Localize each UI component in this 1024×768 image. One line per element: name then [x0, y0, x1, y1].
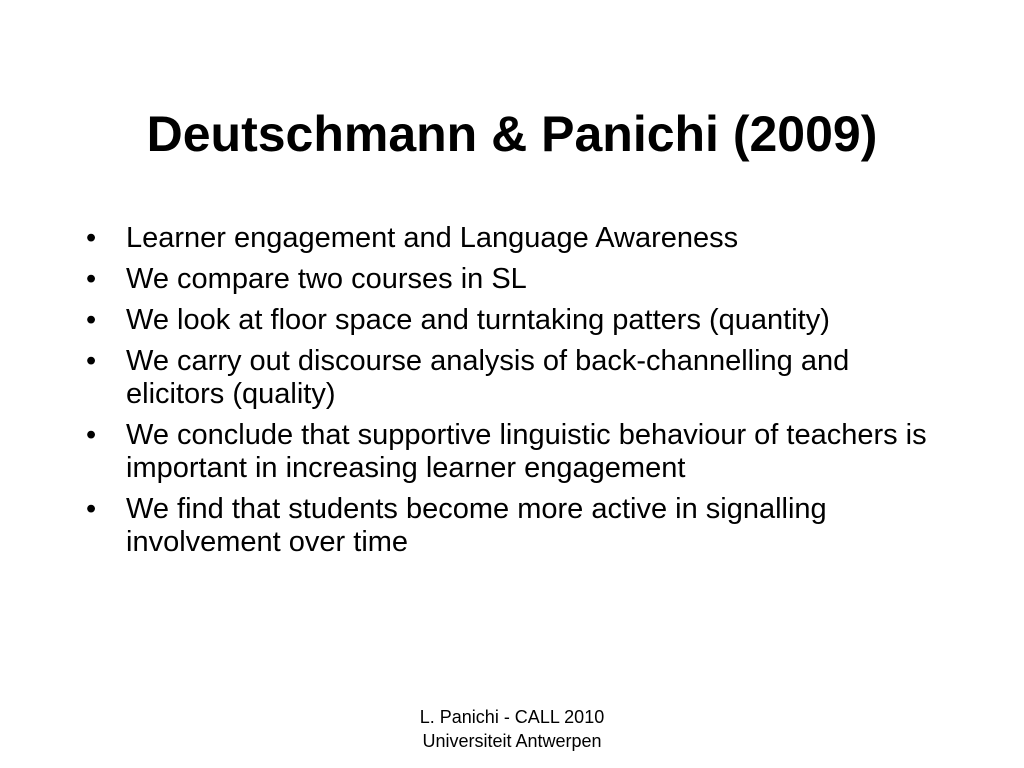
- bullet-marker: •: [86, 222, 97, 254]
- bullet-item: [86, 263, 946, 296]
- slide-footer: [352, 705, 672, 753]
- bullet-marker: •: [86, 304, 97, 336]
- bullet-item: [86, 419, 946, 485]
- footer-author: L. Panichi - CALL 2010: [419, 707, 605, 727]
- slide-title: Deutschmann & Panichi (2009): [146, 106, 878, 162]
- bullet-marker: •: [86, 345, 97, 377]
- bullet-marker: •: [86, 263, 97, 295]
- footer-institution: Universiteit Antwerpen: [422, 731, 602, 751]
- bullet-text: We look at floor space and turntaking patters (quantity): [126, 304, 830, 336]
- bullet-item: [86, 345, 946, 411]
- bullet-text: We find that students become more active in signalling involvement over time: [126, 493, 827, 558]
- bullet-marker: •: [86, 493, 97, 525]
- bullet-text: We compare two courses in SL: [126, 263, 527, 295]
- bullet-text: Learner engagement and Language Awareness: [126, 222, 739, 254]
- bullet-marker: •: [86, 419, 97, 451]
- bullet-list: [86, 222, 946, 567]
- bullet-item: [86, 222, 946, 255]
- bullet-item: [86, 493, 946, 559]
- bullet-text: We conclude that supportive linguistic behaviour of teachers is important in increasing learner engagement: [126, 419, 927, 484]
- bullet-item: [86, 304, 946, 337]
- bullet-text: We carry out discourse analysis of back-channelling and elicitors (quality): [126, 345, 850, 410]
